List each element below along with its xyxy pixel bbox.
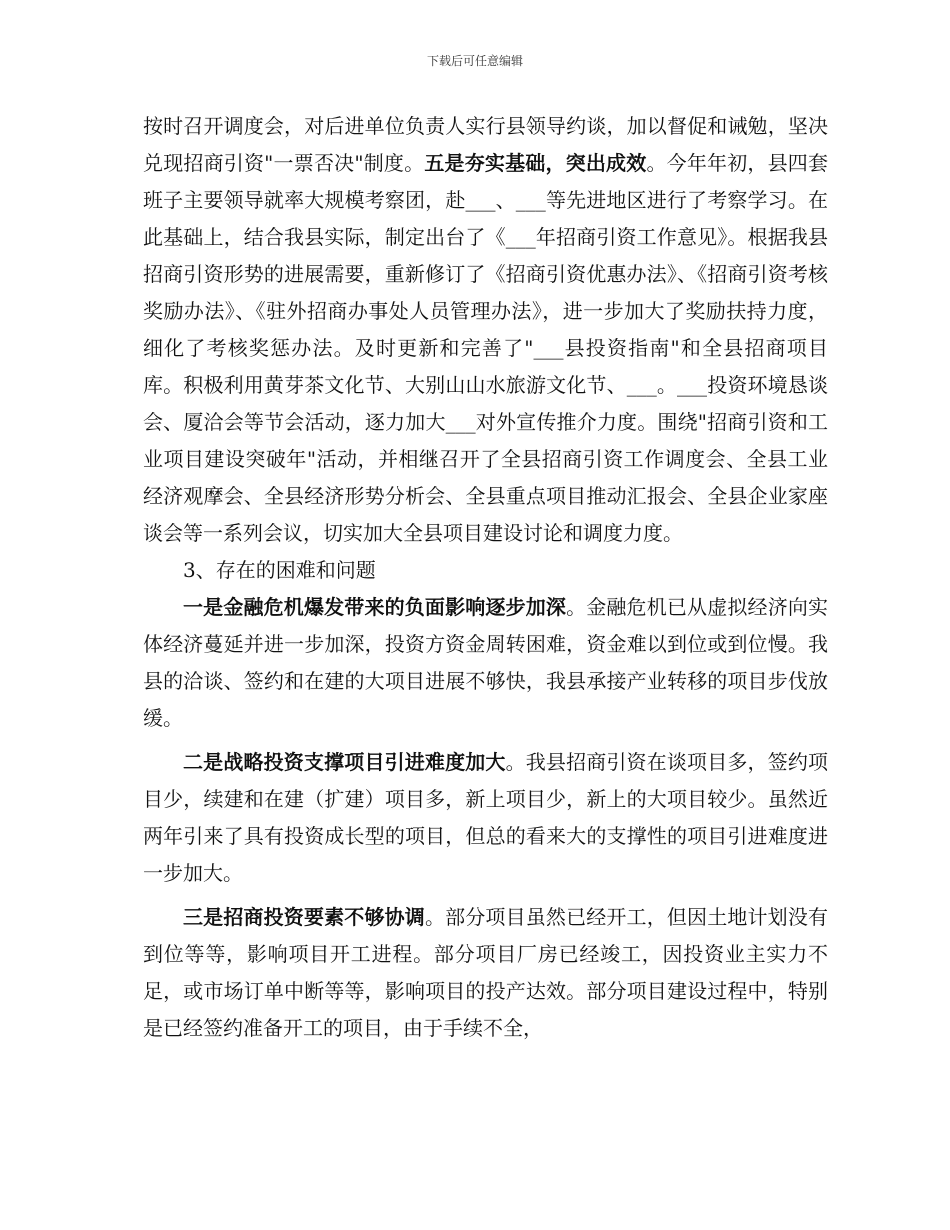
paragraph-text: 按时召开调度会，对后进单位负责人实行县领导约谈，加以督促和诫勉，坚决兑现招商引资"一票否决"制度。 bbox=[143, 114, 828, 175]
paragraph-text: 。我县招商引资在谈项目多，签约项目少，续建和在建（扩建）项目多，新上项目少，新上的大项目较少。虽然近两年引来了具有投资成长型的项目，但总的看来大的支撑性的项目引进难度进一步加大。 bbox=[143, 750, 829, 885]
paragraph-bold-heading: 二是战略投资支撑项目引进难度加大 bbox=[183, 750, 506, 774]
paragraph-financial-crisis bbox=[143, 589, 828, 737]
section-heading-text: 3、存在的困难和问题 bbox=[183, 558, 376, 582]
paragraph-bold-heading: 一是金融危机爆发带来的负面影响逐步加深 bbox=[183, 595, 567, 619]
section-heading-problems bbox=[143, 552, 828, 589]
paragraph-foundation bbox=[143, 108, 828, 552]
page-header-note: 下载后可任意编辑 bbox=[426, 54, 523, 68]
paragraph-investment-factors bbox=[143, 899, 828, 1047]
paragraph-text: 。今年年初，县四套班子主要领导就率大规模考察团，赴___、___等先进地区进行了考察学习。在此基础上，结合我县实际，制定出台了《___年招商引资工作意见》。根据我县招商引资形势的进展需要，重新修订了《招商引资优惠办法》、《招商引资考核奖励办法》、《驻外招商办事处人员管理办法》，进一步加大了奖励扶持力度，细化了考核奖惩办法。及时更新和完善了"___县投资指南"和全县招商项目库。积极利用黄芽茶文化节、大别山山水旅游文化节、___。___投资环境恳谈会、厦洽会等节会活动，逐力加大___对外宣传推介力度。围绕"招商引资和工业项目建设突破年"活动，并相继召开了全县招商引资工作调度会、全县工业经济观摩会、全县经济形势分析会、全县重点项目推动汇报会、全县企业家座谈会等一系列会议，切实加大全县项目建设讨论和调度力度。 bbox=[143, 151, 829, 545]
document-body bbox=[143, 108, 828, 1047]
paragraph-text: 。金融危机已从虚拟经济向实体经济蔓延并进一步加深，投资方资金周转困难，资金难以到位或到位慢。我县的洽谈、签约和在建的大项目进展不够快，我县承接产业转移的项目步伐放缓。 bbox=[143, 595, 829, 730]
paragraph-bold-heading: 五是夯实基础，突出成效 bbox=[424, 151, 647, 175]
paragraph-text: 。部分项目虽然已经开工，但因土地计划没有到位等等，影响项目开工进程。部分项目厂房已经竣工，因投资业主实力不足，或市场订单中断等等，影响项目的投产达效。部分项目建设过程中，特别是已经签约准备开工的项目，由于手续不全， bbox=[143, 905, 829, 1040]
paragraph-bold-heading: 三是招商投资要素不够协调 bbox=[183, 905, 425, 929]
paragraph-strategic-investment bbox=[143, 744, 828, 892]
